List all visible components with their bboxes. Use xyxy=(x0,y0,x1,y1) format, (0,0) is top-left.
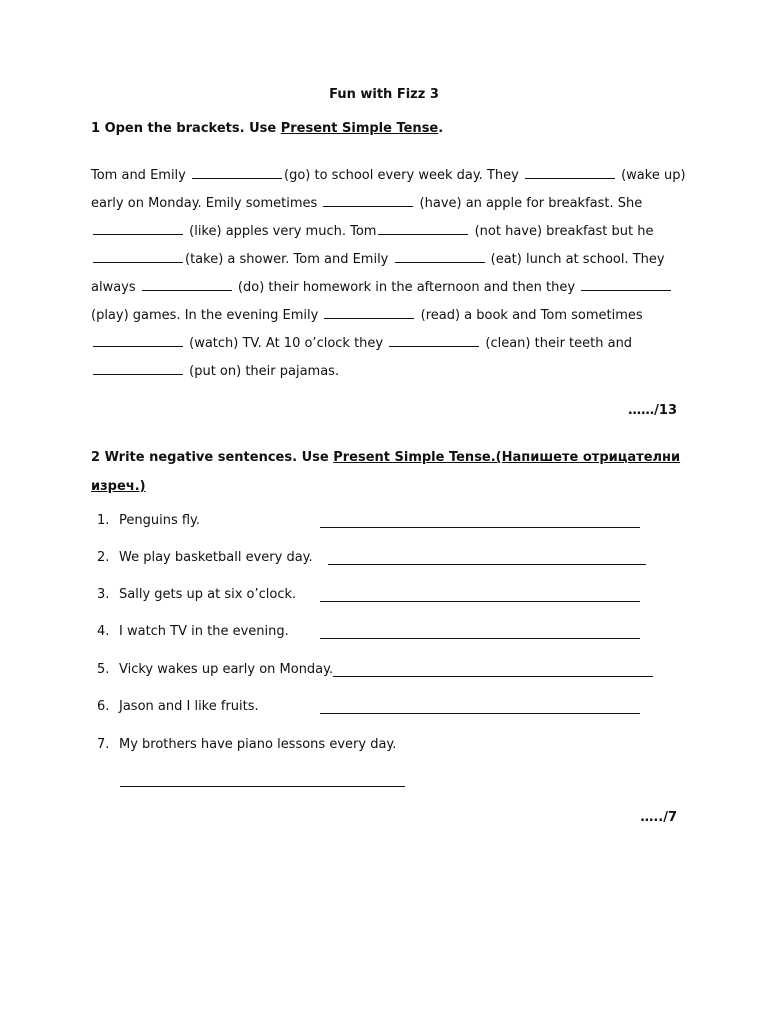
exercise-1-score: ……/13 xyxy=(628,403,677,418)
list-item xyxy=(97,662,333,682)
answer-blank[interactable] xyxy=(323,195,413,207)
item-sentence: My brothers have piano lessons every day. xyxy=(119,737,397,752)
item-number: 7. xyxy=(97,737,110,752)
paragraph-segment: (not have) breakfast but he xyxy=(470,224,654,239)
paragraph-segment: (like) apples very much. Tom xyxy=(185,224,377,239)
paragraph-segment: (watch) TV. At 10 o’clock they xyxy=(185,336,388,351)
paragraph-segment: (put on) their pajamas. xyxy=(185,364,340,379)
answer-line[interactable] xyxy=(320,601,640,602)
list-item xyxy=(97,550,313,570)
answer-line[interactable] xyxy=(320,527,640,528)
list-item xyxy=(97,587,296,607)
answer-blank[interactable] xyxy=(93,251,183,263)
item-sentence: Vicky wakes up early on Monday. xyxy=(119,662,334,677)
paragraph-segment: (clean) their teeth and xyxy=(481,336,633,351)
answer-line[interactable] xyxy=(120,786,405,787)
exercise-2-heading-text: 2 Write negative sentences. Use xyxy=(91,450,334,465)
item-number: 6. xyxy=(97,699,110,714)
paragraph-segment: (have) an apple for breakfast. She xyxy=(415,196,643,211)
item-sentence: Penguins fly. xyxy=(119,513,201,528)
answer-line[interactable] xyxy=(320,713,640,714)
item-sentence: Jason and I like fruits. xyxy=(119,699,259,714)
exercise-2-heading-underlined: Present Simple Tense.(Напишете отрицателни изреч.) xyxy=(91,450,681,494)
paragraph-segment: (play) games. In the evening Emily xyxy=(91,308,323,323)
worksheet-title: Fun with Fizz 3 xyxy=(329,87,439,102)
exercise-2-score: …../7 xyxy=(640,810,677,825)
answer-blank[interactable] xyxy=(93,335,183,347)
item-number: 1. xyxy=(97,513,110,528)
item-sentence: Sally gets up at six o’clock. xyxy=(119,587,297,602)
list-item xyxy=(97,624,289,644)
answer-blank[interactable] xyxy=(192,167,282,179)
answer-blank[interactable] xyxy=(389,335,479,347)
item-number: 4. xyxy=(97,624,110,639)
exercise-1-heading-text: 1 Open the brackets. Use xyxy=(91,121,281,136)
answer-blank[interactable] xyxy=(395,251,485,263)
exercise-2-heading xyxy=(91,443,691,501)
answer-blank[interactable] xyxy=(93,363,183,375)
paragraph-segment: (read) a book and Tom sometimes xyxy=(416,308,643,323)
answer-line[interactable] xyxy=(320,638,640,639)
paragraph-segment: (take) a shower. Tom and Emily xyxy=(185,252,393,267)
list-item xyxy=(97,737,396,757)
exercise-1-heading xyxy=(91,121,443,136)
exercise-1-paragraph xyxy=(91,162,691,386)
exercise-1-heading-underlined: Present Simple Tense xyxy=(280,121,439,136)
paragraph-segment: (go) to school every week day. They xyxy=(284,168,523,183)
list-item xyxy=(97,513,200,533)
answer-line[interactable] xyxy=(328,564,646,565)
answer-line[interactable] xyxy=(333,676,653,677)
paragraph-segment: (do) their homework in the afternoon and then they xyxy=(233,280,580,295)
item-number: 5. xyxy=(97,662,110,677)
item-sentence: I watch TV in the evening. xyxy=(119,624,289,639)
item-sentence: We play basketball every day. xyxy=(119,550,313,565)
answer-blank[interactable] xyxy=(378,223,468,235)
item-number: 2. xyxy=(97,550,110,565)
answer-blank[interactable] xyxy=(93,223,183,235)
paragraph-segment: (eat) lunch at school. They always xyxy=(91,252,665,295)
exercise-1-heading-suffix: . xyxy=(438,121,444,136)
paragraph-segment: (wake up) early on Monday. Emily sometimes xyxy=(91,168,686,211)
answer-blank[interactable] xyxy=(142,279,232,291)
answer-blank[interactable] xyxy=(525,167,615,179)
item-number: 3. xyxy=(97,587,110,602)
answer-blank[interactable] xyxy=(581,279,671,291)
paragraph-segment: Tom and Emily xyxy=(91,168,190,183)
answer-blank[interactable] xyxy=(324,307,414,319)
list-item xyxy=(97,699,259,719)
